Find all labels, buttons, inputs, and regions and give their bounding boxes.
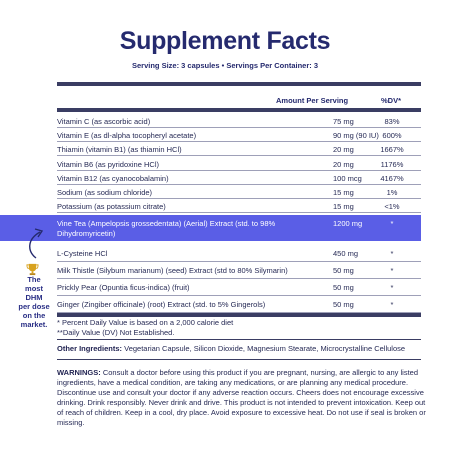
nutrient-dv: 4167% — [380, 174, 404, 183]
table-row — [57, 170, 421, 185]
footnote-dv: * Percent Daily Value is based on a 2,000 calorie diet — [57, 318, 234, 327]
nutrient-dv: 600% — [382, 131, 402, 140]
callout-line: most — [25, 284, 43, 293]
table-row — [57, 279, 421, 296]
nutrient-amount: 15 mg — [333, 188, 354, 197]
nutrient-name: Ginger (Zingiber officinale) (root) Extract (std. to 5% Gingerols) — [57, 300, 266, 309]
nutrient-name: Vitamin B6 (as pyridoxine HCl) — [57, 160, 159, 169]
nutrient-name: Vine Tea (Ampelopsis grossedentata) (Aerial) Extract (std. to 98% Dihydromyricetin) — [57, 219, 276, 238]
table-row — [57, 262, 421, 279]
nutrient-name: Vitamin C (as ascorbic acid) — [57, 117, 151, 126]
nutrient-name: Sodium (as sodium chloride) — [57, 188, 153, 197]
curved-arrow-icon — [14, 226, 54, 262]
callout-line: on the — [22, 311, 46, 320]
footnote-rule — [57, 339, 421, 340]
nutrient-dv: * — [390, 283, 394, 292]
nutrient-dv: <1% — [384, 202, 400, 211]
nutrient-dv: * — [390, 249, 394, 258]
nutrient-amount: 15 mg — [333, 202, 354, 211]
nutrient-dv: 1667% — [380, 145, 404, 154]
dhm-callout — [14, 275, 54, 329]
nutrient-name: Vitamin B12 (as cyanocobalamin) — [57, 174, 169, 183]
callout-line: The — [27, 275, 41, 284]
page-title: Supplement Facts — [119, 27, 331, 55]
column-amount-header: Amount Per Serving — [276, 96, 349, 105]
table-row — [57, 296, 421, 313]
other-rule — [57, 359, 421, 360]
callout-line: per dose — [18, 302, 50, 311]
table-row — [57, 141, 421, 156]
nutrient-amount: 100 mcg — [333, 174, 362, 183]
nutrient-amount: 20 mg — [333, 145, 354, 154]
nutrient-name: Vitamin E (as dl-alpha tocopheryl acetate) — [57, 131, 197, 140]
serving-info: Serving Size: 3 capsules • Servings Per Container: 3 — [131, 61, 319, 70]
nutrient-dv: * — [390, 300, 394, 309]
nutrient-dv: 1176% — [380, 160, 404, 169]
nutrient-name: L-Cysteine HCl — [57, 249, 108, 258]
nutrient-amount: 50 mg — [333, 300, 354, 309]
bottom-rule — [57, 313, 421, 317]
nutrient-name: Potassium (as potassium citrate) — [57, 202, 166, 211]
callout-line: market. — [20, 320, 48, 329]
warnings — [57, 368, 427, 428]
nutrient-amount: 450 mg — [333, 249, 359, 258]
nutrient-amount: 75 mg — [333, 117, 354, 126]
nutrient-amount: 50 mg — [333, 266, 354, 275]
nutrient-dv: * — [390, 266, 394, 275]
table-row — [57, 156, 421, 171]
table-row — [57, 198, 421, 213]
nutrient-name: Prickly Pear (Opuntia ficus-indica) (fruit) — [57, 283, 190, 292]
table-row — [57, 245, 421, 262]
table-row — [57, 113, 421, 128]
table-row — [57, 127, 421, 142]
table-row-highlighted — [57, 215, 421, 241]
header-rule — [57, 108, 421, 112]
other-ingredients-text: Vegetarian Capsule, Silicon Dioxide, Magnesium Stearate, Microcrystalline Cellulose — [122, 344, 406, 353]
nutrient-dv: 83% — [384, 117, 400, 126]
nutrient-name: Milk Thistle (Silybum marianum) (seed) Extract (std to 80% Silymarin) — [57, 266, 288, 275]
nutrient-dv: 1% — [386, 188, 398, 197]
column-dv-header: %DV* — [381, 96, 402, 105]
footnote-not-established: **Daily Value (DV) Not Established. — [57, 328, 175, 337]
warnings-text: Consult a doctor before using this product if you are pregnant, nursing, are allergic to any listed ingredients, have a medical condition, are taking any medications, or are planning any medical procedure. Discontinue use and consult your doctor if any adverse reaction occurs. Cheers does not encourage excessive drinking. Drink responsibly. Never drink and drive. This product is not intended to prevent intoxication. Keep out of reach of children. Keep in a cool, dry place. Avoid exposure to excessive heat. Do not use if seal is broken or missing. — [57, 368, 426, 427]
other-ingredients — [57, 344, 427, 353]
top-rule — [57, 82, 421, 86]
warnings-label: WARNINGS: — [57, 368, 101, 377]
nutrient-amount: 90 mg (90 IU) — [333, 131, 379, 140]
nutrient-name: Thiamin (vitamin B1) (as thiamin HCl) — [57, 145, 182, 154]
nutrient-amount: 1200 mg — [333, 219, 363, 228]
nutrient-dv: * — [390, 219, 394, 228]
nutrient-amount: 50 mg — [333, 283, 354, 292]
other-ingredients-label: Other Ingredients: — [57, 344, 123, 353]
callout-line: DHM — [25, 293, 43, 302]
nutrient-amount: 20 mg — [333, 160, 354, 169]
table-row — [57, 184, 421, 199]
